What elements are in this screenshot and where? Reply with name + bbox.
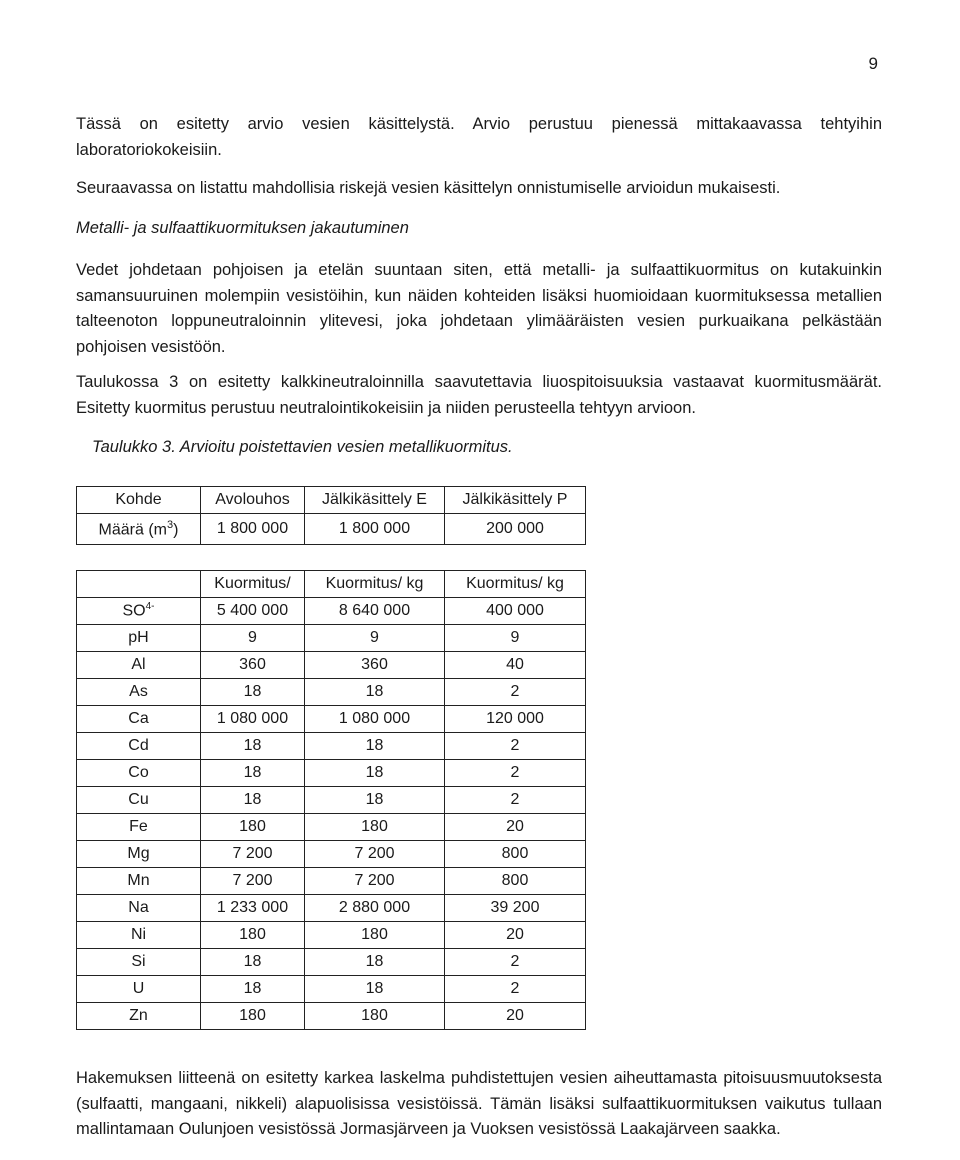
value-cell: 9 bbox=[201, 625, 305, 652]
table-row bbox=[77, 679, 586, 706]
value-cell: 20 bbox=[445, 814, 586, 841]
value-cell: 1 080 000 bbox=[201, 706, 305, 733]
value-cell: 180 bbox=[201, 814, 305, 841]
element-cell: Na bbox=[77, 895, 201, 922]
value-cell: 18 bbox=[305, 679, 445, 706]
element-cell: Ni bbox=[77, 922, 201, 949]
value-cell: 400 000 bbox=[445, 598, 586, 625]
element-cell: $SO^{4-}$ bbox=[77, 598, 201, 625]
table-row bbox=[77, 814, 586, 841]
value-cell: 7 200 bbox=[201, 868, 305, 895]
element-cell: Mn bbox=[77, 868, 201, 895]
value-cell: 39 200 bbox=[445, 895, 586, 922]
value-cell: 180 bbox=[305, 1003, 445, 1030]
value-cell: 20 bbox=[445, 922, 586, 949]
value-cell: 360 bbox=[201, 652, 305, 679]
element-cell: Mg bbox=[77, 841, 201, 868]
value-cell: 7 200 bbox=[305, 841, 445, 868]
table-row bbox=[77, 787, 586, 814]
value-cell: 18 bbox=[201, 787, 305, 814]
value-cell: 18 bbox=[305, 760, 445, 787]
value-cell: 18 bbox=[201, 679, 305, 706]
page-number: 9 bbox=[868, 54, 878, 73]
appendix-paragraph: Hakemuksen liitteenä on esitetty karkea laskelma puhdistettujen vesien aiheuttamasta pitoisuusmuutoksesta (sulfaatti, mangaani, nikkeli) alapuolisissa vesistöissä. Tämän lisäksi sulfaattikuormituksen vaikutus tullaan mallintamaan Oulunjoen vesistössä Jormasjärveen ja Vuoksen vesistössä Laakajärveen saakka. bbox=[76, 1069, 882, 1138]
value-cell: 7 200 bbox=[201, 841, 305, 868]
unit-label: Kuormitus/ kg bbox=[305, 571, 445, 598]
intro-paragraph: Tässä on esitetty arvio vesien käsittelystä. Arvio perustuu pienessä mittakaavassa tehtyihin laboratoriokokeisiin. bbox=[76, 115, 882, 159]
volume-table bbox=[76, 486, 586, 545]
value-cell: 18 bbox=[201, 976, 305, 1003]
volume-label: Määrä $(m^3)$ bbox=[77, 514, 201, 545]
unit-row bbox=[77, 571, 586, 598]
table-row bbox=[77, 868, 586, 895]
value-cell: 180 bbox=[305, 922, 445, 949]
table-row bbox=[77, 976, 586, 1003]
element-cell: Cd bbox=[77, 733, 201, 760]
value-cell: 7 200 bbox=[305, 868, 445, 895]
section-heading: Metalli- ja sulfaattikuormituksen jakautuminen bbox=[76, 219, 409, 237]
column-header: Jälkikäsittely E bbox=[305, 487, 445, 514]
value-cell: 2 bbox=[445, 733, 586, 760]
value-cell: 18 bbox=[201, 760, 305, 787]
unit-label: Kuormitus/ bbox=[201, 571, 305, 598]
element-cell: Ca bbox=[77, 706, 201, 733]
table-row bbox=[77, 598, 586, 625]
distribution-paragraph: Vedet johdetaan pohjoisen ja etelän suuntaan siten, että metalli- ja sulfaattikuormitus on kutakuinkin samansuuruinen molempiin vesistöihin, kun näiden kohteiden lisäksi huomioidaan kuormituksessa metallien talteenoton loppuneutraloinnin ylitevesi, joka johdetaan ylimääräisten vesien purkuaikana pelkästään pohjoisen vesistöön. bbox=[76, 261, 882, 356]
value-cell: 18 bbox=[305, 733, 445, 760]
value-cell: 1 080 000 bbox=[305, 706, 445, 733]
value-cell: 180 bbox=[305, 814, 445, 841]
volume-value: 1 800 000 bbox=[201, 514, 305, 545]
header-row bbox=[77, 487, 586, 514]
element-cell: Cu bbox=[77, 787, 201, 814]
table-caption: Taulukko 3. Arvioitu poistettavien vesien metallikuormitus. bbox=[92, 438, 513, 456]
risk-intro-paragraph: Seuraavassa on listattu mahdollisia riskejä vesien käsittelyn onnistumiselle arvioidun mukaisesti. bbox=[76, 179, 781, 197]
table-row bbox=[77, 733, 586, 760]
value-cell: 9 bbox=[305, 625, 445, 652]
element-cell: As bbox=[77, 679, 201, 706]
value-cell: 2 880 000 bbox=[305, 895, 445, 922]
table-reference-paragraph: Taulukossa 3 on esitetty kalkkineutraloinnilla saavutettavia liuospitoisuuksia vastaavat kuormitusmäärät. Esitetty kuormitus perustuu neutralointikokeisiin ja niiden perusteella tehtyyn arvioon. bbox=[76, 373, 882, 417]
unit-label: Kuormitus/ kg bbox=[445, 571, 586, 598]
column-header: Jälkikäsittely P bbox=[445, 487, 586, 514]
value-cell: 800 bbox=[445, 868, 586, 895]
volume-value: 200 000 bbox=[445, 514, 586, 545]
table-row bbox=[77, 895, 586, 922]
table-row bbox=[77, 760, 586, 787]
value-cell: 2 bbox=[445, 679, 586, 706]
value-cell: 8 640 000 bbox=[305, 598, 445, 625]
value-cell: 2 bbox=[445, 787, 586, 814]
element-cell: Si bbox=[77, 949, 201, 976]
value-cell: 1 233 000 bbox=[201, 895, 305, 922]
unit-empty-cell bbox=[77, 571, 201, 598]
value-cell: 120 000 bbox=[445, 706, 586, 733]
table-row bbox=[77, 1003, 586, 1030]
value-cell: 180 bbox=[201, 922, 305, 949]
element-cell: Zn bbox=[77, 1003, 201, 1030]
value-cell: 2 bbox=[445, 949, 586, 976]
value-cell: 2 bbox=[445, 976, 586, 1003]
value-cell: 360 bbox=[305, 652, 445, 679]
load-table bbox=[76, 570, 586, 1030]
element-cell: pH bbox=[77, 625, 201, 652]
element-cell: U bbox=[77, 976, 201, 1003]
element-cell: Co bbox=[77, 760, 201, 787]
value-cell: 18 bbox=[305, 787, 445, 814]
table-row bbox=[77, 949, 586, 976]
kohde-header: Kohde bbox=[77, 487, 201, 514]
value-cell: 40 bbox=[445, 652, 586, 679]
value-cell: 800 bbox=[445, 841, 586, 868]
element-cell: Fe bbox=[77, 814, 201, 841]
value-cell: 18 bbox=[305, 949, 445, 976]
table-row bbox=[77, 841, 586, 868]
volume-value: 1 800 000 bbox=[305, 514, 445, 545]
value-cell: 18 bbox=[305, 976, 445, 1003]
element-cell: Al bbox=[77, 652, 201, 679]
value-cell: 20 bbox=[445, 1003, 586, 1030]
value-cell: 180 bbox=[201, 1003, 305, 1030]
table-row bbox=[77, 706, 586, 733]
value-cell: 18 bbox=[201, 733, 305, 760]
table-row bbox=[77, 625, 586, 652]
value-cell: 9 bbox=[445, 625, 586, 652]
value-cell: 2 bbox=[445, 760, 586, 787]
column-header: Avolouhos bbox=[201, 487, 305, 514]
value-cell: 5 400 000 bbox=[201, 598, 305, 625]
volume-row bbox=[77, 514, 586, 545]
value-cell: 18 bbox=[201, 949, 305, 976]
table-row bbox=[77, 652, 586, 679]
table-row bbox=[77, 922, 586, 949]
